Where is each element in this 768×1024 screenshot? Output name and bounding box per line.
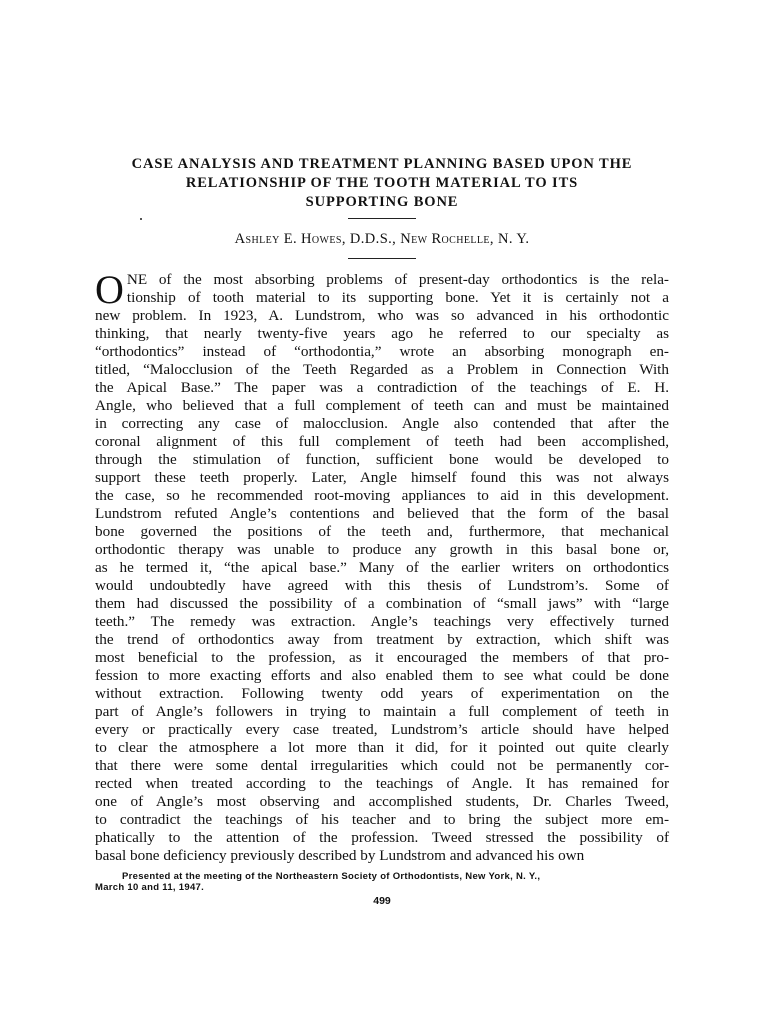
body-line: “orthodontics” instead of “orthodontia,” wrote an absorbing monograph en- bbox=[95, 343, 669, 360]
footnote-line: March 10 and 11, 1947. bbox=[95, 882, 205, 893]
body-line: to contradict the teachings of his teacher and to bring the subject more em- bbox=[95, 811, 669, 828]
body-line: NE of the most absorbing problems of present-day orthodontics is the rela- bbox=[126, 271, 669, 288]
author-divider bbox=[348, 258, 416, 259]
body-line: Angle, who believed that a full complement of teeth can and must be maintained bbox=[95, 397, 669, 414]
body-line: the Apical Base.” The paper was a contradiction of the teachings of E. H. bbox=[95, 379, 669, 396]
body-line: thinking, that nearly twenty-five years ago he referred to our specialty as bbox=[95, 325, 669, 342]
author-line: Ashley E. Howes, D.D.S., New Rochelle, N. Y. bbox=[234, 231, 530, 247]
body-line: in correcting any case of malocclusion. Angle also contended that after the bbox=[95, 415, 669, 432]
body-line: bone governed the positions of the teeth and, furthermore, that mechanical bbox=[95, 523, 669, 540]
body-line: basal bone deficiency previously described by Lundstrom and advanced his own bbox=[95, 847, 585, 864]
body-line: Lundstrom refuted Angle’s contentions and believed that the form of the basal bbox=[95, 505, 669, 522]
footnote bbox=[95, 871, 669, 893]
title-line: SUPPORTING BONE bbox=[305, 194, 459, 210]
body-line: to clear the atmosphere a lot more than it did, for it pointed out quite clearly bbox=[95, 739, 669, 756]
body-line: support these teeth properly. Later, Angle himself found this was not always bbox=[95, 469, 669, 486]
drop-cap: O bbox=[95, 267, 124, 312]
body-line: orthodontic therapy was unable to produce any growth in this basal bone or, bbox=[95, 541, 669, 558]
body-line: titled, “Malocclusion of the Teeth Regarded as a Problem in Connection With bbox=[95, 361, 669, 378]
body-line: would undoubtedly have agreed with this thesis of Lundstrom’s. Some of bbox=[95, 577, 669, 594]
body-line: tionship of tooth material to its supporting bone. Yet it is certainly not a bbox=[126, 289, 669, 306]
body-line: one of Angle’s most observing and accomplished students, Dr. Charles Tweed, bbox=[95, 793, 669, 810]
body-line: that there were some dental irregularities which could not be permanently cor- bbox=[95, 757, 669, 774]
article-page bbox=[95, 155, 669, 907]
body-line: without extraction. Following twenty odd years of experimentation on the bbox=[95, 685, 669, 702]
body-line: fession to more exacting efforts and also enabled them to see what could be done bbox=[95, 667, 669, 684]
body-line: new problem. In 1923, A. Lundstrom, who was so advanced in his orthodontic bbox=[95, 307, 669, 324]
title-line: RELATIONSHIP OF THE TOOTH MATERIAL TO ITS bbox=[185, 175, 579, 191]
body-line: part of Angle’s followers in trying to maintain a full complement of teeth in bbox=[95, 703, 669, 720]
body-line: the trend of orthodontics away from treatment by extraction, which shift was bbox=[95, 631, 669, 648]
article-title bbox=[95, 155, 669, 212]
body-line: through the stimulation of function, sufficient bone would be developed to bbox=[95, 451, 669, 468]
body-line: as he termed it, “the apical base.” Many of the earlier writers on orthodontics bbox=[95, 559, 669, 576]
body-line: most beneficial to the profession, as it encouraged the members of that pro- bbox=[95, 649, 669, 666]
article-body bbox=[95, 267, 669, 865]
body-line: every or practically every case treated, Lundstrom’s article should have helped bbox=[95, 721, 669, 738]
page-number: 499 bbox=[373, 895, 391, 907]
body-line: teeth.” The remedy was extraction. Angle’s teachings very effectively turned bbox=[95, 613, 669, 630]
title-line: CASE ANALYSIS AND TREATMENT PLANNING BASED UPON THE bbox=[131, 156, 633, 172]
title-divider bbox=[348, 218, 416, 219]
body-line: phatically to the attention of the profession. Tweed stressed the possibility of bbox=[95, 829, 669, 846]
body-line: the case, so he recommended root-moving appliances to aid in this development. bbox=[95, 487, 669, 504]
body-line: them had discussed the possibility of a combination of “small jaws” with “large bbox=[95, 595, 669, 612]
body-line: rected when treated according to the teachings of Angle. It has remained for bbox=[95, 775, 669, 792]
footnote-line: Presented at the meeting of the Northeastern Society of Orthodontists, New York, N. Y., bbox=[122, 871, 541, 882]
body-line: coronal alignment of this full complement of teeth had been accomplished, bbox=[95, 433, 669, 450]
